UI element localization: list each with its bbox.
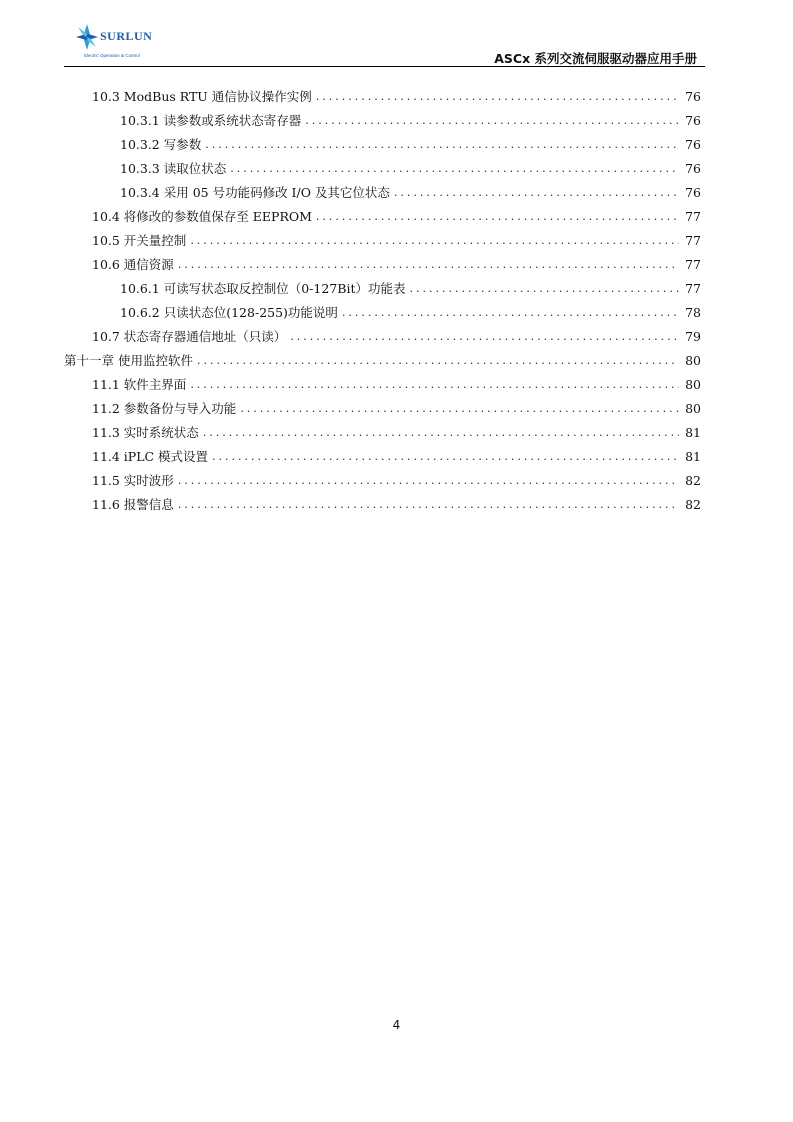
- toc-leader-dots: [212, 450, 679, 463]
- toc-leader-dots: [394, 186, 679, 199]
- toc-entry-page: 77: [685, 280, 701, 296]
- toc-entry-page: 77: [685, 232, 701, 248]
- toc-leader-dots: [230, 162, 679, 175]
- toc-leader-dots: [190, 234, 679, 247]
- toc-entry-page: 76: [685, 136, 701, 152]
- toc-entry-page: 80: [685, 352, 701, 368]
- toc-entry-page: 76: [685, 112, 701, 128]
- toc-entry-title: 10.3.3 读取位状态: [120, 161, 227, 176]
- toc-entry[interactable]: [64, 444, 701, 468]
- toc-entry-title: 10.3 ModBus RTU 通信协议操作实例: [92, 89, 312, 104]
- toc-entry-title: 11.5 实时波形: [92, 473, 174, 488]
- toc-entry[interactable]: [64, 252, 701, 276]
- toc-leader-dots: [409, 282, 679, 295]
- toc-entry[interactable]: [64, 108, 701, 132]
- toc-entry[interactable]: [64, 180, 701, 204]
- toc-entry-page: 80: [685, 400, 701, 416]
- logo-tagline: Electric Operation & Control: [84, 53, 140, 58]
- toc-leader-dots: [240, 402, 679, 415]
- toc-entry-title: 11.2 参数备份与导入功能: [92, 401, 237, 416]
- toc-entry-page: 81: [685, 424, 701, 440]
- toc-entry-title: 10.6.1 可读写状态取反控制位（0-127Bit）功能表: [120, 281, 406, 296]
- toc-entry-title: 11.4 iPLC 模式设置: [92, 449, 209, 464]
- toc-entry-title: 10.5 开关量控制: [92, 233, 187, 248]
- toc-entry-title: 11.6 报警信息: [92, 497, 174, 512]
- toc-leader-dots: [316, 90, 679, 103]
- toc-leader-dots: [342, 306, 679, 319]
- toc-entry-title: 第十一章 使用监控软件: [64, 353, 193, 368]
- logo-wordmark: SURLUN: [100, 29, 153, 43]
- toc-entry[interactable]: [64, 324, 701, 348]
- table-of-contents: [64, 84, 701, 516]
- toc-leader-dots: [305, 114, 679, 127]
- toc-entry-title: 10.6 通信资源: [92, 257, 174, 272]
- company-logo: [74, 20, 160, 62]
- page-number: 4: [392, 1018, 401, 1032]
- toc-entry-page: 76: [685, 160, 701, 176]
- toc-entry[interactable]: [64, 468, 701, 492]
- toc-entry-title: 11.1 软件主界面: [92, 377, 187, 392]
- toc-entry-title: 10.3.4 采用 05 号功能码修改 I/O 及其它位状态: [120, 185, 390, 200]
- toc-leader-dots: [197, 354, 679, 367]
- logo-mark-icon: [74, 22, 100, 52]
- toc-leader-dots: [178, 498, 679, 511]
- toc-entry-page: 78: [685, 304, 701, 320]
- toc-entry-page: 77: [685, 256, 701, 272]
- header-divider: [64, 66, 705, 67]
- toc-leader-dots: [203, 426, 679, 439]
- page-header: [64, 18, 705, 68]
- toc-entry-title: 10.3.2 写参数: [120, 137, 202, 152]
- toc-entry-page: 76: [685, 184, 701, 200]
- toc-entry[interactable]: [64, 492, 701, 516]
- toc-leader-dots: [205, 138, 679, 151]
- toc-leader-dots: [290, 330, 679, 343]
- toc-entry-page: 80: [685, 376, 701, 392]
- toc-entry-page: 82: [685, 496, 701, 512]
- toc-entry-page: 76: [685, 88, 701, 104]
- toc-entry[interactable]: [64, 300, 701, 324]
- toc-entry[interactable]: [64, 276, 701, 300]
- toc-entry[interactable]: [64, 396, 701, 420]
- toc-entry-page: 77: [685, 208, 701, 224]
- toc-entry[interactable]: [64, 84, 701, 108]
- toc-entry-page: 81: [685, 448, 701, 464]
- toc-entry[interactable]: [64, 420, 701, 444]
- toc-entry-title: 10.6.2 只读状态位(128-255)功能说明: [120, 305, 338, 320]
- toc-entry[interactable]: [64, 372, 701, 396]
- toc-leader-dots: [316, 210, 679, 223]
- document-title: ASCx 系列交流伺服驱动器应用手册: [494, 51, 697, 66]
- toc-entry-page: 82: [685, 472, 701, 488]
- toc-entry-title: 11.3 实时系统状态: [92, 425, 199, 440]
- toc-entry[interactable]: [64, 204, 701, 228]
- toc-leader-dots: [178, 258, 679, 271]
- toc-entry-title: 10.4 将修改的参数值保存至 EEPROM: [92, 209, 312, 224]
- toc-entry-page: 79: [685, 328, 701, 344]
- toc-leader-dots: [178, 474, 679, 487]
- toc-entry[interactable]: [64, 348, 701, 372]
- toc-entry[interactable]: [64, 228, 701, 252]
- toc-entry[interactable]: [64, 132, 701, 156]
- toc-entry-title: 10.3.1 读参数或系统状态寄存器: [120, 113, 302, 128]
- toc-entry[interactable]: [64, 156, 701, 180]
- toc-entry-title: 10.7 状态寄存器通信地址（只读）: [92, 329, 287, 344]
- toc-leader-dots: [190, 378, 679, 391]
